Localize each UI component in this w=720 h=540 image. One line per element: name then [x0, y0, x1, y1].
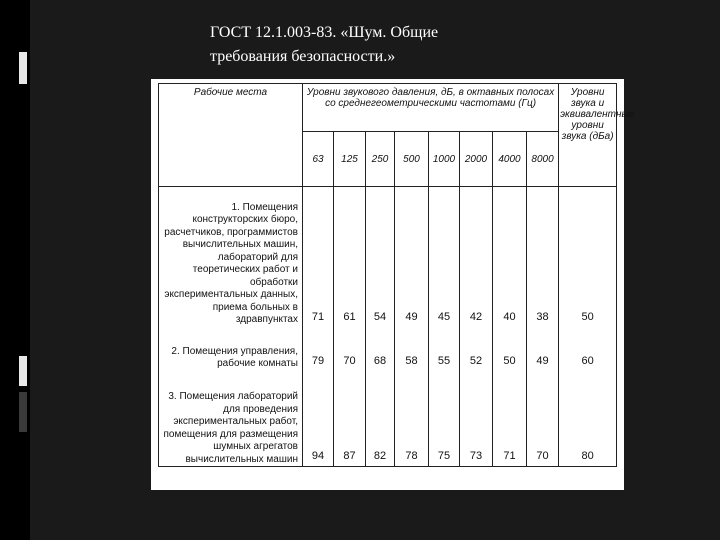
- level-cell: 80: [559, 371, 617, 467]
- workplace-cell: 2. Помещения управления, рабочие комнаты: [159, 327, 303, 371]
- value-cell: 75: [429, 371, 460, 467]
- slide-title-line-1: ГОСТ 12.1.003-83. «Шум. Общие: [210, 24, 439, 41]
- level-cell: 50: [559, 187, 617, 327]
- value-cell: 58: [395, 327, 429, 371]
- frequency-header: 8000: [527, 132, 559, 187]
- value-cell: 42: [460, 187, 493, 327]
- level-cell: 60: [559, 327, 617, 371]
- table-row: [159, 327, 617, 371]
- value-cell: 61: [334, 187, 366, 327]
- table-row: [159, 187, 617, 327]
- value-cell: 49: [395, 187, 429, 327]
- value-cell: 40: [493, 187, 527, 327]
- header-sound-levels: Уровни звука и эквивалентные уровни звука (дБа): [559, 84, 617, 187]
- noise-standard-table: [158, 83, 635, 467]
- frequency-header: 1000: [429, 132, 460, 187]
- frequency-header: 2000: [460, 132, 493, 187]
- value-cell: 94: [303, 371, 334, 467]
- frequency-header: 250: [366, 132, 395, 187]
- table-row: [159, 371, 617, 467]
- frequency-header: 4000: [493, 132, 527, 187]
- value-cell: 70: [527, 371, 559, 467]
- decorative-bar: [19, 52, 27, 84]
- value-cell: 70: [334, 327, 366, 371]
- value-cell: 38: [527, 187, 559, 327]
- value-cell: 71: [303, 187, 334, 327]
- value-cell: 68: [366, 327, 395, 371]
- slide-title: [210, 21, 630, 69]
- decorative-bar: [19, 356, 27, 386]
- value-cell: 87: [334, 371, 366, 467]
- noise-standard-table-image: [151, 79, 635, 490]
- frequency-header: 63: [303, 132, 334, 187]
- slide-title-line-2: требования безопасности.»: [210, 48, 396, 65]
- value-cell: 55: [429, 327, 460, 371]
- value-cell: 82: [366, 371, 395, 467]
- workplace-cell: 1. Помещения конструкторских бюро, расчетчиков, программистов вычислительных машин, лабораторий для теоретических работ и обработки экспериментальных данных, приема больных в здравпунктах: [159, 187, 303, 327]
- value-cell: 73: [460, 371, 493, 467]
- value-cell: 50: [493, 327, 527, 371]
- value-cell: 45: [429, 187, 460, 327]
- value-cell: 78: [395, 371, 429, 467]
- value-cell: 71: [493, 371, 527, 467]
- header-workplace: Рабочие места: [159, 84, 303, 187]
- frequency-header: 125: [334, 132, 366, 187]
- value-cell: 79: [303, 327, 334, 371]
- decorative-bar: [19, 392, 27, 432]
- frequency-header: 500: [395, 132, 429, 187]
- value-cell: 54: [366, 187, 395, 327]
- value-cell: 52: [460, 327, 493, 371]
- header-octave-levels: Уровни звукового давления, дБ, в октавных полосах со среднегеометрическими частотами (Гц): [303, 84, 559, 132]
- value-cell: 49: [527, 327, 559, 371]
- workplace-cell: 3. Помещения лабораторий для проведения экспериментальных работ, помещения для размещения шумных агрегатов вычислительных машин: [159, 371, 303, 467]
